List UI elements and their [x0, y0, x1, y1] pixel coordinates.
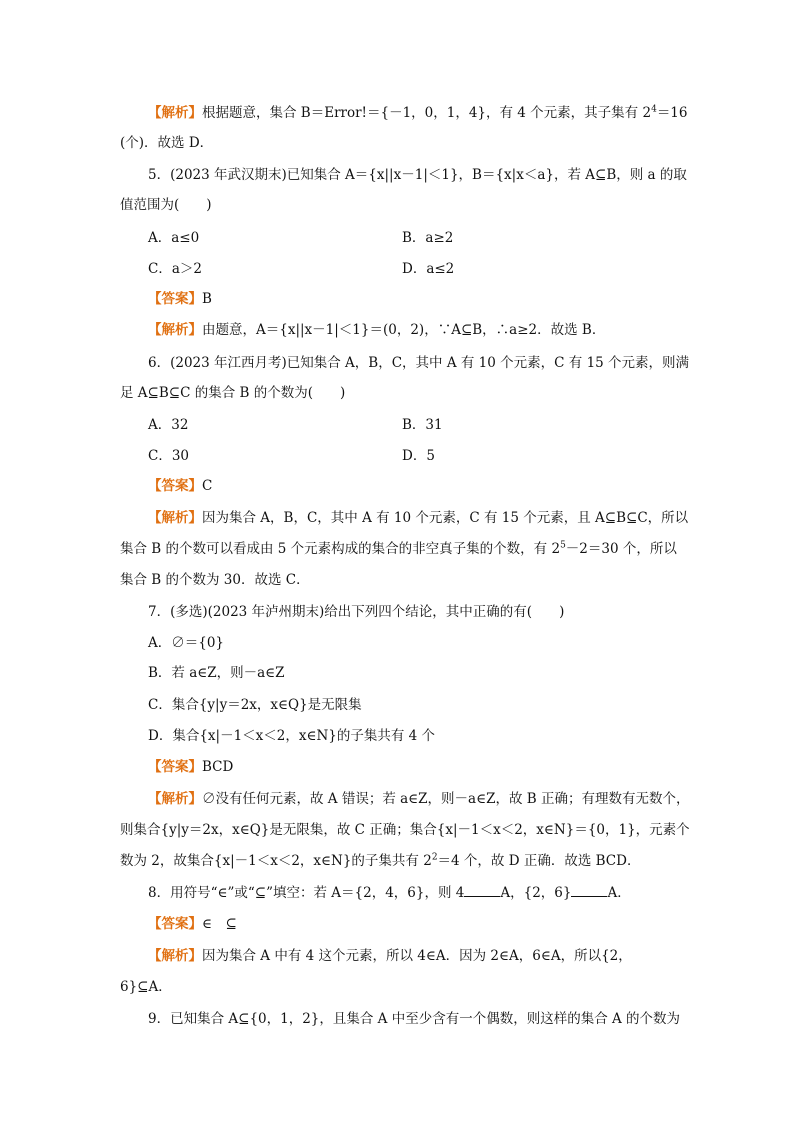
q6-option-a: A．32: [148, 417, 189, 433]
q7-option-c: C．集合{y|y＝2x，x∈Q}是无限集: [148, 697, 362, 713]
q6-answer: 【答案】C: [148, 478, 213, 494]
q6-option-c: C．30: [148, 448, 190, 464]
q4-analysis-line-1: 【解析】根据题意，集合 B＝Error!＝{－1，0，1，4}，有 4 个元素，其子集有 $2^4=16$: [148, 104, 688, 121]
q7-stem: 7．(多选)(2023 年泸州期末)给出下列四个结论，其中正确的有( ): [148, 604, 565, 620]
q6-analysis-line-3: 集合 B 的个数为 30．故选 C．: [120, 572, 310, 588]
q7-answer: 【答案】BCD: [148, 759, 234, 775]
analysis-tag: 【解析】: [148, 322, 202, 338]
q8-answer: 【答案】∈ ⊆: [148, 916, 237, 932]
answer-tag: 【答案】: [148, 478, 202, 494]
analysis-tag: 【解析】: [148, 791, 202, 807]
q7-analysis-line-3: 数为 2，故集合{x|－1＜x＜2，x∈N}的子集共有 $2^2=4$ 个，故 D 正确．故选 BCD．: [120, 852, 641, 869]
q6-option-d: D．5: [402, 448, 435, 464]
q5-stem-line-2: 值范围为( ): [120, 197, 212, 213]
q5-answer: 【答案】B: [148, 291, 212, 307]
q8-analysis-line-1: 【解析】因为集合 A 中有 4 这个元素，所以 4∈A．因为 2∈A，6∈A，所以{2，: [148, 948, 632, 964]
answer-blank-1: [464, 884, 500, 897]
q7-analysis-line-2: 则集合{y|y＝2x，x∈Q}是无限集，故 C 正确；集合{x|－1＜x＜2，x∈N}＝{0，1}，元素个: [120, 822, 690, 838]
q5-analysis: 【解析】由题意，A＝{x||x－1|＜1}＝(0，2)，∵A⊆B，∴a≥2．故选 B．: [148, 322, 606, 338]
answer-blank-2: [571, 884, 607, 897]
answer-tag: 【答案】: [148, 291, 202, 307]
analysis-tag: 【解析】: [148, 105, 202, 121]
q6-analysis-line-1: 【解析】因为集合 A，B，C，其中 A 有 10 个元素，C 有 15 个元素，且 A⊆B⊆C，所以: [148, 510, 689, 526]
q5-option-c: C．a＞2: [148, 261, 202, 277]
q7-option-a: A．∅＝{0}: [148, 635, 225, 651]
q7-analysis-line-1: 【解析】∅没有任何元素，故 A 错误；若 a∈Z，则－a∈Z，故 B 正确；有理数有无数个，: [148, 791, 690, 807]
q7-option-b: B．若 a∈Z，则－a∈Z: [148, 665, 285, 681]
q6-option-b: B．31: [402, 417, 443, 433]
q8-stem: 8．用符号“∈”或“⊆”填空：若 A＝{2，4，6}，则 4 A，{2，6} A．: [148, 885, 631, 901]
q6-analysis-line-2: 集合 B 的个数可以看成由 5 个元素构成的集合的非空真子集的个数，有 $2^5-2=30$ 个，所以: [120, 540, 677, 557]
analysis-tag: 【解析】: [148, 510, 202, 526]
q9-stem-line-1: 9．已知集合 A⊆{0，1，2}，且集合 A 中至少含有一个偶数，则这样的集合 A 的个数为: [148, 1011, 681, 1027]
q5-stem-line-1: 5．(2023 年武汉期末)已知集合 A＝{x||x－1|＜1}，B＝{x|x＜a}，若 A⊆B，则 a 的取: [148, 167, 687, 183]
q7-option-d: D．集合{x|－1＜x＜2，x∈N}的子集共有 4 个: [148, 728, 436, 744]
q5-option-a: A．a≤0: [148, 230, 200, 246]
q6-stem-line-1: 6．(2023 年江西月考)已知集合 A，B，C，其中 A 有 10 个元素，C 有 15 个元素，则满: [148, 355, 690, 371]
q4-analysis-line-2: (个)．故选 D．: [120, 135, 214, 151]
answer-tag: 【答案】: [148, 916, 202, 932]
q5-option-d: D．a≤2: [402, 261, 455, 277]
q5-option-b: B．a≥2: [402, 230, 454, 246]
answer-tag: 【答案】: [148, 759, 202, 775]
q8-analysis-line-2: 6}⊆A．: [120, 979, 172, 995]
analysis-tag: 【解析】: [148, 948, 202, 964]
q6-stem-line-2: 足 A⊆B⊆C 的集合 B 的个数为( ): [120, 385, 346, 401]
